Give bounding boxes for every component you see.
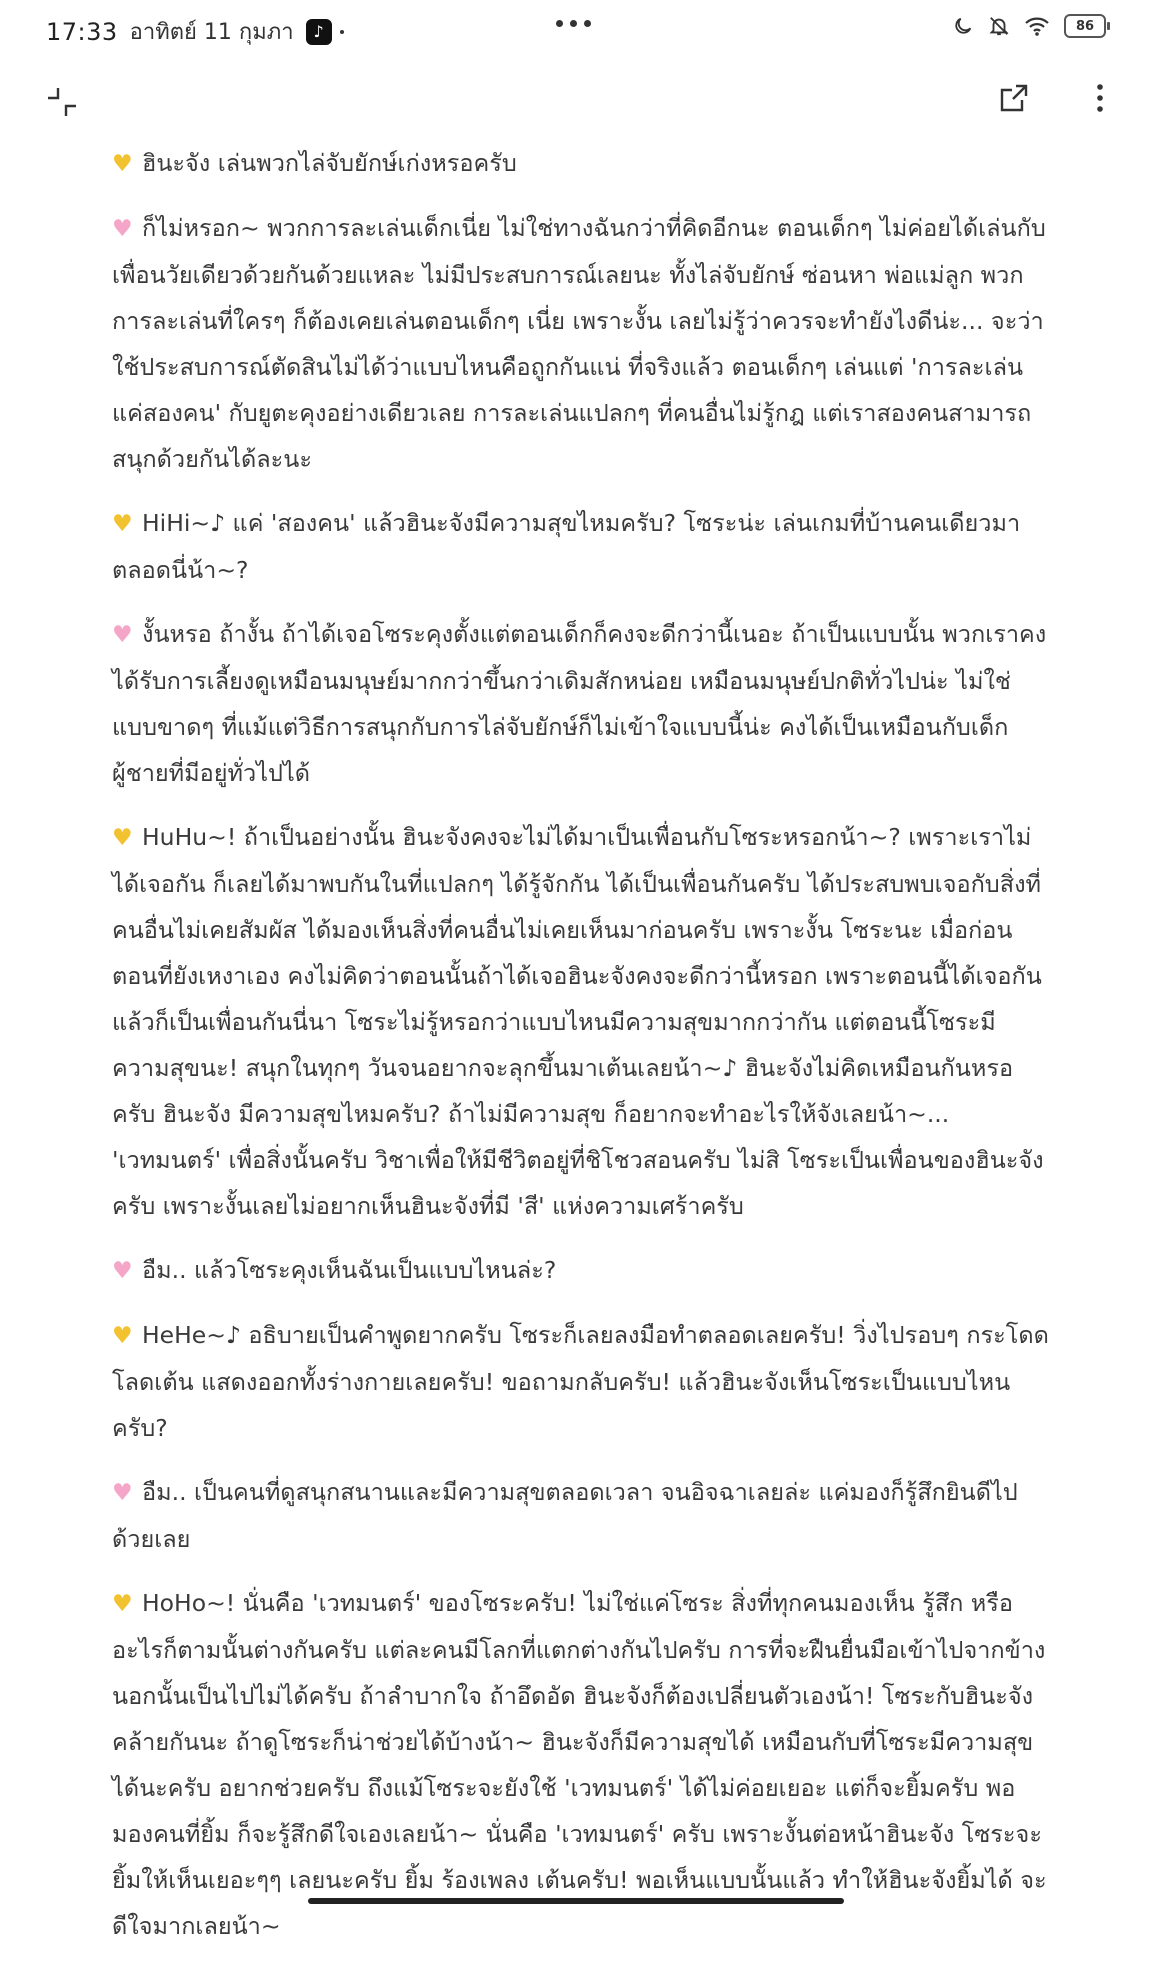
message-text: HuHu~! ถ้าเป็นอย่างนั้น ฮินะจังคงจะไม่ได้มาเป็นเพื่อนกับโซระหรอกน้า~? เพราะเราไม่ได้เจอกัน ก็เลยได้มาพบกันในที่แปลกๆ ได้รู้จักกัน ได้เป็นเพื่อนกันครับ ได้ประสบพบเจอกับสิ่งที่คนอื่นไม่เคยสัมผัส ได้มองเห็นสิ่งที่คนอื่นไม่เคยเห็นมาก่อนครับ เพราะงั้น โซระนะ เมื่อก่อนตอนที่ยังเหงาเอง คงไม่คิดว่าตอนนั้นถ้าได้เจอฮินะจังคงจะดีกว่านี้หรอก เพราะตอนนี้ได้เจอกันแล้วก็เป็นเพื่อนกันนี่นา โซระไม่รู้หรอกว่าแบบไหนมีความสุขมากกว่ากัน แต่ตอนนี้โซระมีความสุขนะ! สนุกในทุกๆ วันจนอยากจะลุกขึ้นมาเต้นเลยน้า~♪ ฮินะจังไม่คิดเหมือนกันหรอครับ ฮินะจัง มีความสุขไหมครับ? ถ้าไม่มีความสุข ก็อยากจะทำอะไรให้จังเลยน้า~... 'เวทมนตร์' เพื่อสิ่งนั้นครับ วิชาเพื่อให้มีชีวิตอยู่ที่ชิโชวสอนครับ ไม่สิ โซระเป็นเพื่อนของฮินะจังครับ เพราะงั้นเลยไม่อยากเห็นฮินะจังที่มี 'สี' แห่งความเศร้าครับ bbox=[112, 823, 1044, 1220]
yellow-heart-icon: ♥ bbox=[112, 151, 133, 177]
home-indicator[interactable] bbox=[308, 1898, 844, 1904]
share-button[interactable] bbox=[990, 74, 1038, 122]
message-text: อืม.. แล้วโซระคุงเห็นฉันเป็นแบบไหนล่ะ? bbox=[142, 1256, 557, 1284]
yellow-heart-icon: ♥ bbox=[112, 1323, 133, 1349]
status-bar bbox=[0, 0, 1152, 58]
message-text: ฮินะจัง เล่นพวกไล่จับยักษ์เก่งหรอครับ bbox=[142, 149, 517, 177]
yellow-heart-icon: ♥ bbox=[112, 511, 133, 537]
message-paragraph bbox=[112, 140, 1052, 187]
message-paragraph bbox=[112, 1312, 1052, 1451]
message-paragraph bbox=[112, 611, 1052, 796]
message-paragraph bbox=[112, 1580, 1052, 1949]
kebab-menu-icon bbox=[1096, 83, 1104, 113]
message-text: HeHe~♪ อธิบายเป็นคำพูดยากครับ โซระก็เลยลงมือทำตลอดเลยครับ! วิ่งไปรอบๆ กระโดดโลดเต้น แสดงออกทั้งร่างกายเลยครับ! ขอถามกลับครับ! แล้วฮินะจังเห็นโซระเป็นแบบไหนครับ? bbox=[112, 1321, 1049, 1442]
message-paragraph bbox=[112, 205, 1052, 482]
pink-heart-icon: ♥ bbox=[112, 1258, 133, 1284]
status-right bbox=[952, 14, 1106, 38]
status-date: อาทิตย์ 11 กุมภา bbox=[129, 20, 294, 45]
message-paragraph bbox=[112, 500, 1052, 593]
wifi-icon bbox=[1024, 15, 1050, 37]
collapse-icon bbox=[44, 84, 80, 120]
message-text: อืม.. เป็นคนที่ดูสนุกสนานและมีความสุขตลอดเวลา จนอิจฉาเลยล่ะ แค่มองก็รู้สึกยินดีไปด้วยเลย bbox=[112, 1478, 1018, 1553]
more-dots-icon[interactable] bbox=[556, 20, 591, 27]
message-text: ก็ไม่หรอก~ พวกการละเล่นเด็กเนี่ย ไม่ใช่ทางฉันกว่าที่คิดอีกนะ ตอนเด็กๆ ไม่ค่อยได้เล่นกับเพื่อนวัยเดียวด้วยกันด้วยแหละ ไม่มีประสบการณ์เลยนะ ทั้งไล่จับยักษ์ ซ่อนหา พ่อแม่ลูก พวกการละเล่นที่ใครๆ ก็ต้องเคยเล่นตอนเด็กๆ เนี่ย เพราะงั้น เลยไม่รู้ว่าควรจะทำยังไงดีน่ะ... จะว่าใช้ประสบการณ์ตัดสินไม่ได้ว่าแบบไหนคือถูกกันแน่ ที่จริงแล้ว ตอนเด็กๆ เล่นแต่ 'การละเล่นแค่สองคน' กับยูตะคุงอย่างเดียวเลย การละเล่นแปลกๆ ที่คนอื่นไม่รู้กฎ แต่เราสองคนสามารถสนุกด้วยกันได้ละนะ bbox=[112, 214, 1046, 473]
external-share-icon bbox=[998, 82, 1030, 114]
message-paragraph bbox=[112, 814, 1052, 1229]
message-paragraph bbox=[112, 1469, 1052, 1562]
yellow-heart-icon: ♥ bbox=[112, 825, 133, 851]
pink-heart-icon: ♥ bbox=[112, 216, 133, 242]
battery-icon: 86 bbox=[1064, 14, 1106, 38]
moon-icon bbox=[952, 15, 974, 37]
message-paragraph bbox=[112, 1247, 1052, 1294]
status-left bbox=[46, 14, 344, 49]
more-options-button[interactable] bbox=[1076, 74, 1124, 122]
exit-fullscreen-button[interactable] bbox=[38, 78, 86, 126]
tiktok-notification-icon: ♪ bbox=[306, 19, 332, 45]
notification-dot-icon bbox=[340, 30, 344, 34]
message-text: งั้นหรอ ถ้างั้น ถ้าได้เจอโซระคุงตั้งแต่ตอนเด็กก็คงจะดีกว่านี้เนอะ ถ้าเป็นแบบนั้น พวกเราคงได้รับการเลี้ยงดูเหมือนมนุษย์มากกว่าขึ้นกว่าเดิมสักหน่อย เหมือนมนุษย์ปกติทั่วไปน่ะ ไม่ใช่แบบขาดๆ ที่แม้แต่วิธีการสนุกกับการไล่จับยักษ์ก็ไม่เข้าใจแบบนี้น่ะ คงได้เป็นเหมือนกับเด็กผู้ชายที่มีอยู่ทั่วไปได้ bbox=[112, 620, 1047, 787]
message-text: HoHo~! นั่นคือ 'เวทมนตร์' ของโซระครับ! ไม่ใช่แค่โซระ สิ่งที่ทุกคนมองเห็น รู้สึก หรืออะไรก็ตามนั้นต่างกันครับ แต่ละคนมีโลกที่แตกต่างกันไปครับ การที่จะฝืนยื่นมือเข้าไปจากข้างนอกนั้นเป็นไปไม่ได้ครับ ถ้าลำบากใจ ถ้าอึดอัด ฮินะจังก็ต้องเปลี่ยนตัวเองน้า! โซระกับฮินะจังคล้ายกันนะ ถ้าดูโซระก็น่าช่วยได้บ้างน้า~ ฮินะจังก็มีความสุขได้ เหมือนกับที่โซระมีความสุขได้นะครับ อยากช่วยครับ ถึงแม้โซระจะยังใช้ 'เวทมนตร์' ได้ไม่ค่อยเยอะ แต่ก็จะยิ้มครับ พอมองคนที่ยิ้ม ก็จะรู้สึกดีใจเองเลยน้า~ นั่นคือ 'เวทมนตร์' ครับ เพราะงั้นต่อหน้าฮินะจัง โซระจะยิ้มให้เห็นเยอะๆๆ เลยนะครับ ยิ้ม ร้องเพลง เต้นครับ! พอเห็นแบบนั้นแล้ว ทำให้ฮินะจังยิ้มได้ จะดีใจมากเลยน้า~ bbox=[112, 1589, 1047, 1940]
pink-heart-icon: ♥ bbox=[112, 1480, 133, 1506]
toolbar bbox=[0, 70, 1152, 130]
status-time: 17:33 bbox=[46, 17, 118, 46]
yellow-heart-icon: ♥ bbox=[112, 1591, 133, 1617]
bell-muted-icon bbox=[988, 15, 1010, 37]
document-content bbox=[112, 140, 1052, 1967]
message-text: HiHi~♪ แค่ 'สองคน' แล้วฮินะจังมีความสุขไหมครับ? โซระน่ะ เล่นเกมที่บ้านคนเดียวมาตลอดนี่น้า~? bbox=[112, 509, 1021, 584]
pink-heart-icon: ♥ bbox=[112, 622, 133, 648]
